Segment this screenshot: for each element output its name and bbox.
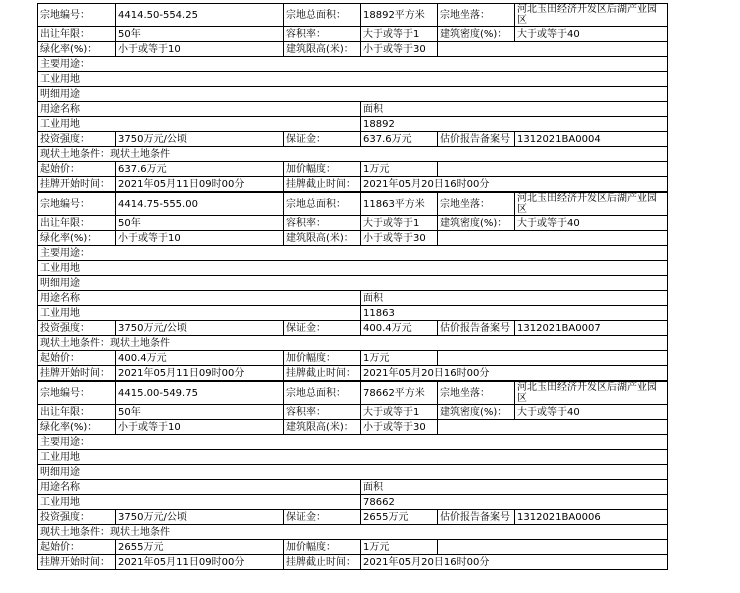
- total-area-value: 78662平方米: [361, 382, 438, 405]
- appraisal-label: 估价报告备案号: [438, 510, 515, 525]
- term-value: 50年: [116, 216, 284, 231]
- empty-cell: [438, 420, 668, 435]
- area-header: 面积: [361, 480, 668, 495]
- term-value: 50年: [116, 27, 284, 42]
- detail-use-label: 明细用途: [38, 87, 668, 102]
- row-green: [38, 420, 668, 435]
- green-value: 小于或等于10: [116, 420, 284, 435]
- start-time-label: 挂牌开始时间：: [38, 177, 116, 192]
- end-time-value: 2021年05月20日16时00分: [361, 177, 668, 192]
- deposit-value: 637.6万元: [361, 132, 438, 147]
- density-value: 大于或等于40: [515, 216, 668, 231]
- main-use-label: 主要用途：: [38, 246, 668, 261]
- total-area-value: 11863平方米: [361, 193, 438, 216]
- start-time-value: 2021年05月11日09时00分: [116, 366, 284, 381]
- row-green: [38, 42, 668, 57]
- location-label: 宗地坐落：: [438, 193, 515, 216]
- investment-value: 3750万元/公顷: [116, 132, 284, 147]
- increment-value: 1万元: [361, 351, 438, 366]
- start-time-label: 挂牌开始时间：: [38, 366, 116, 381]
- row-use-value: [38, 306, 668, 321]
- row-condition: [38, 336, 668, 351]
- parcel-no-label: 宗地编号：: [38, 382, 116, 405]
- row-condition: [38, 525, 668, 540]
- empty-cell: [438, 42, 668, 57]
- increment-value: 1万元: [361, 162, 438, 177]
- empty-cell: [438, 540, 668, 555]
- end-time-label: 挂牌截止时间：: [284, 366, 361, 381]
- end-time-label: 挂牌截止时间：: [284, 555, 361, 570]
- deposit-label: 保证金：: [284, 510, 361, 525]
- detail-use-label: 明细用途: [38, 465, 668, 480]
- condition-label: 现状土地条件：: [40, 337, 110, 349]
- main-use-value: 工业用地: [38, 261, 668, 276]
- empty-cell: [438, 351, 668, 366]
- total-area-label: 宗地总面积：: [284, 4, 361, 27]
- appraisal-label: 估价报告备案号: [438, 132, 515, 147]
- row-use-header: [38, 480, 668, 495]
- row-price: [38, 162, 668, 177]
- end-time-value: 2021年05月20日16时00分: [361, 555, 668, 570]
- row-use-header: [38, 291, 668, 306]
- row-investment: [38, 321, 668, 336]
- row-price: [38, 540, 668, 555]
- total-area-label: 宗地总面积：: [284, 382, 361, 405]
- row-investment: [38, 132, 668, 147]
- main-use-value: 工业用地: [38, 450, 668, 465]
- empty-cell: [438, 162, 668, 177]
- appraisal-value: 1312021BA0007: [515, 321, 668, 336]
- row-green: [38, 231, 668, 246]
- parcel-table: [37, 3, 668, 192]
- plot-ratio-value: 大于或等于1: [361, 27, 438, 42]
- increment-label: 加价幅度：: [284, 540, 361, 555]
- condition-value: 现状土地条件: [110, 148, 170, 160]
- use-name-header: 用途名称: [38, 102, 361, 117]
- density-label: 建筑密度(%)：: [438, 216, 515, 231]
- row-main-use-value: [38, 72, 668, 87]
- appraisal-value: 1312021BA0006: [515, 510, 668, 525]
- condition-value: 现状土地条件: [110, 337, 170, 349]
- row-use-value: [38, 117, 668, 132]
- location-value: 河北玉田经济开发区后湖产业园区: [515, 4, 668, 27]
- plot-ratio-value: 大于或等于1: [361, 216, 438, 231]
- density-value: 大于或等于40: [515, 27, 668, 42]
- investment-value: 3750万元/公顷: [116, 510, 284, 525]
- parcel-table: [37, 192, 668, 381]
- location-label: 宗地坐落：: [438, 4, 515, 27]
- investment-label: 投资强度：: [38, 510, 116, 525]
- deposit-label: 保证金：: [284, 321, 361, 336]
- parcel-no-value: 4414.50-554.25: [116, 4, 284, 27]
- use-area-value: 11863: [361, 306, 668, 321]
- parcel-table: [37, 381, 668, 570]
- row-term: [38, 405, 668, 420]
- row-main-use-value: [38, 261, 668, 276]
- row-term: [38, 27, 668, 42]
- empty-cell: [438, 231, 668, 246]
- main-use-label: 主要用途：: [38, 435, 668, 450]
- condition-cell: [38, 336, 668, 351]
- green-value: 小于或等于10: [116, 231, 284, 246]
- use-name-header: 用途名称: [38, 291, 361, 306]
- condition-label: 现状土地条件：: [40, 526, 110, 538]
- use-name-value: 工业用地: [38, 306, 361, 321]
- green-value: 小于或等于10: [116, 42, 284, 57]
- height-value: 小于或等于30: [361, 42, 438, 57]
- green-label: 绿化率(%)：: [38, 231, 116, 246]
- increment-label: 加价幅度：: [284, 162, 361, 177]
- area-header: 面积: [361, 291, 668, 306]
- plot-ratio-label: 容积率：: [284, 27, 361, 42]
- start-price-value: 400.4万元: [116, 351, 284, 366]
- start-price-value: 2655万元: [116, 540, 284, 555]
- row-price: [38, 351, 668, 366]
- use-name-value: 工业用地: [38, 495, 361, 510]
- deposit-value: 2655万元: [361, 510, 438, 525]
- start-time-value: 2021年05月11日09时00分: [116, 555, 284, 570]
- row-investment: [38, 510, 668, 525]
- row-main-use-label: [38, 57, 668, 72]
- row-use-value: [38, 495, 668, 510]
- green-label: 绿化率(%)：: [38, 420, 116, 435]
- row-detail-use: [38, 87, 668, 102]
- plot-ratio-label: 容积率：: [284, 405, 361, 420]
- use-name-value: 工业用地: [38, 117, 361, 132]
- location-value: 河北玉田经济开发区后湖产业园区: [515, 382, 668, 405]
- row-term: [38, 216, 668, 231]
- term-label: 出让年限：: [38, 405, 116, 420]
- appraisal-label: 估价报告备案号: [438, 321, 515, 336]
- main-use-label: 主要用途：: [38, 57, 668, 72]
- row-detail-use: [38, 276, 668, 291]
- row-parcel-info: [38, 382, 668, 405]
- start-price-label: 起始价：: [38, 162, 116, 177]
- start-price-label: 起始价：: [38, 540, 116, 555]
- row-main-use-label: [38, 246, 668, 261]
- density-label: 建筑密度(%)：: [438, 405, 515, 420]
- row-main-use-label: [38, 435, 668, 450]
- parcel-no-value: 4415.00-549.75: [116, 382, 284, 405]
- deposit-label: 保证金：: [284, 132, 361, 147]
- deposit-value: 400.4万元: [361, 321, 438, 336]
- height-label: 建筑限高(米)：: [284, 42, 361, 57]
- end-time-value: 2021年05月20日16时00分: [361, 366, 668, 381]
- green-label: 绿化率(%)：: [38, 42, 116, 57]
- start-price-value: 637.6万元: [116, 162, 284, 177]
- density-value: 大于或等于40: [515, 405, 668, 420]
- condition-cell: [38, 525, 668, 540]
- investment-label: 投资强度：: [38, 321, 116, 336]
- end-time-label: 挂牌截止时间：: [284, 177, 361, 192]
- plot-ratio-label: 容积率：: [284, 216, 361, 231]
- height-value: 小于或等于30: [361, 231, 438, 246]
- plot-ratio-value: 大于或等于1: [361, 405, 438, 420]
- height-value: 小于或等于30: [361, 420, 438, 435]
- use-name-header: 用途名称: [38, 480, 361, 495]
- appraisal-value: 1312021BA0004: [515, 132, 668, 147]
- row-parcel-info: [38, 4, 668, 27]
- height-label: 建筑限高(米)：: [284, 231, 361, 246]
- row-detail-use: [38, 465, 668, 480]
- investment-label: 投资强度：: [38, 132, 116, 147]
- start-price-label: 起始价：: [38, 351, 116, 366]
- increment-value: 1万元: [361, 540, 438, 555]
- row-use-header: [38, 102, 668, 117]
- parcel-no-label: 宗地编号：: [38, 4, 116, 27]
- location-label: 宗地坐落：: [438, 382, 515, 405]
- location-value: 河北玉田经济开发区后湖产业园区: [515, 193, 668, 216]
- start-time-value: 2021年05月11日09时00分: [116, 177, 284, 192]
- condition-value: 现状土地条件: [110, 526, 170, 538]
- total-area-label: 宗地总面积：: [284, 193, 361, 216]
- detail-use-label: 明细用途: [38, 276, 668, 291]
- increment-label: 加价幅度：: [284, 351, 361, 366]
- density-label: 建筑密度(%)：: [438, 27, 515, 42]
- row-condition: [38, 147, 668, 162]
- term-label: 出让年限：: [38, 27, 116, 42]
- row-main-use-value: [38, 450, 668, 465]
- land-parcel-listing: [37, 3, 667, 570]
- use-area-value: 18892: [361, 117, 668, 132]
- investment-value: 3750万元/公顷: [116, 321, 284, 336]
- row-time: [38, 177, 668, 192]
- area-header: 面积: [361, 102, 668, 117]
- parcel-no-label: 宗地编号：: [38, 193, 116, 216]
- term-value: 50年: [116, 405, 284, 420]
- start-time-label: 挂牌开始时间：: [38, 555, 116, 570]
- row-parcel-info: [38, 193, 668, 216]
- row-time: [38, 555, 668, 570]
- row-time: [38, 366, 668, 381]
- condition-label: 现状土地条件：: [40, 148, 110, 160]
- term-label: 出让年限：: [38, 216, 116, 231]
- use-area-value: 78662: [361, 495, 668, 510]
- parcel-no-value: 4414.75-555.00: [116, 193, 284, 216]
- main-use-value: 工业用地: [38, 72, 668, 87]
- condition-cell: [38, 147, 668, 162]
- height-label: 建筑限高(米)：: [284, 420, 361, 435]
- total-area-value: 18892平方米: [361, 4, 438, 27]
